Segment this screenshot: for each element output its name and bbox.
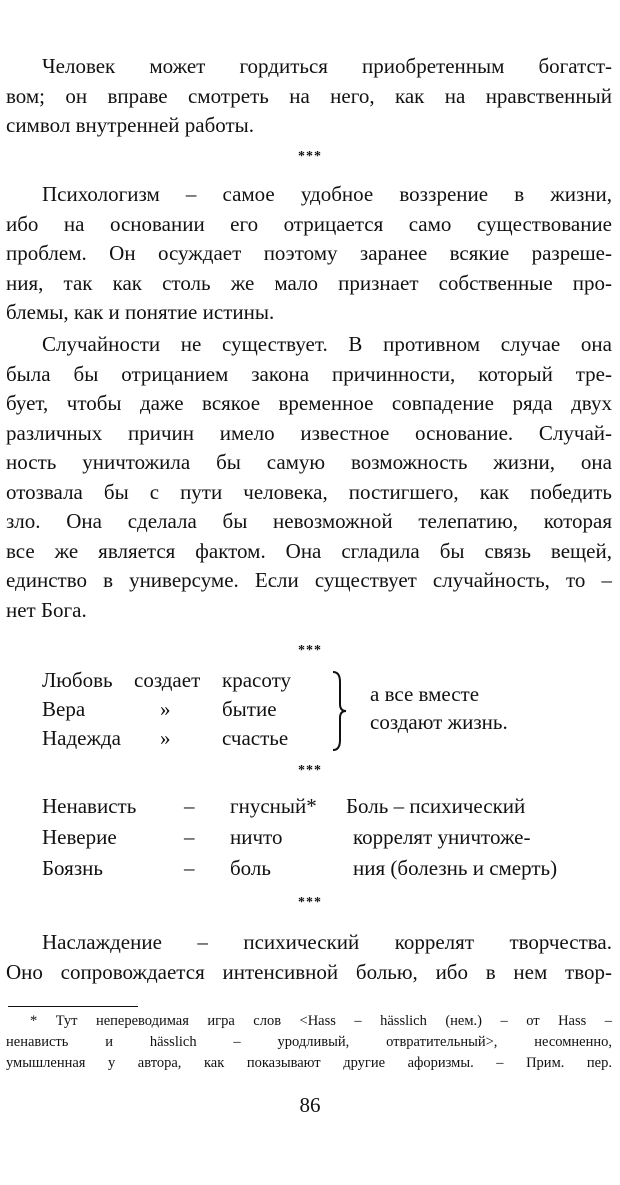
text-line: Наслаждение – психический коррелят творчества. — [42, 930, 612, 954]
section-separator: *** — [298, 895, 322, 910]
text-line: все же является фактом. Она сгладила бы связь вещей, — [6, 538, 612, 563]
text-line: Человек может гордиться приобретенным богатст- — [42, 54, 612, 78]
text-line: Случайности не существует. В противном случае она — [42, 332, 612, 356]
text-line: вом; он вправе смотреть на него, как на нравственный — [6, 83, 612, 108]
text-line: отозвала бы с пути человека, постигшего, как победить — [6, 479, 612, 504]
pain-note-line: Боль – психический — [346, 794, 526, 818]
ditto-mark: » — [160, 726, 171, 750]
footnote — [6, 1011, 612, 1074]
text-line: была бы отрицанием закона причинности, который тре- — [6, 361, 612, 386]
text-line: символ внутренней работы. — [6, 113, 255, 137]
pain-note-line: ния (болезнь и смерть) — [353, 856, 558, 880]
footnote-rule — [8, 1006, 138, 1007]
conclusion-line: создают жизнь. — [370, 710, 508, 734]
ditto-mark: » — [160, 697, 171, 721]
page-number: 86 — [299, 1093, 321, 1117]
text-line: бует, чтобы даже всякое временное совпадение ряда двух — [6, 391, 612, 415]
text-line: блемы, как и понятие истины. — [6, 300, 275, 324]
vice-result: гнусный* — [230, 794, 317, 818]
text-line: ния, так как столь же мало признает собственные про- — [6, 270, 612, 295]
vices-table — [0, 792, 620, 882]
dash: – — [184, 856, 195, 880]
vice-result: ничто — [230, 825, 283, 849]
virtue-object: красоту — [222, 668, 291, 692]
right-brace — [330, 670, 350, 752]
virtue-subject: Вера — [42, 697, 86, 721]
virtue-object: счастье — [222, 726, 289, 750]
vice-subject: Ненависть — [42, 794, 137, 818]
footnote-line: ненависть и hässlich – уродливый, отвратительный>, несомненно, — [6, 1034, 612, 1050]
paragraph-psychologism — [6, 180, 612, 328]
vice-subject: Неверие — [42, 825, 117, 849]
virtue-verb: создает — [134, 668, 201, 692]
conclusion-line: а все вместе — [370, 682, 480, 706]
text-line: различных причин имело известное основание. Случай- — [6, 420, 612, 445]
dash: – — [184, 794, 195, 818]
paragraph-chance — [6, 330, 612, 625]
paragraph-wealth — [6, 52, 612, 141]
vice-result: боль — [230, 856, 271, 880]
section-separator: *** — [298, 763, 322, 778]
paragraph-pleasure — [6, 928, 612, 987]
section-separator: *** — [298, 643, 322, 658]
footnote-line: умышленная у автора, как показывают другие афоризмы. – Прим. пер. — [6, 1055, 612, 1071]
pain-note-line: коррелят уничтоже- — [353, 825, 531, 849]
virtue-subject: Любовь — [42, 668, 113, 692]
virtue-subject: Надежда — [42, 726, 122, 750]
text-line: Психологизм – самое удобное воззрение в жизни, — [42, 182, 612, 206]
virtue-object: бытие — [222, 697, 277, 721]
text-line: Оно сопровождается интенсивной болью, ибо в нем твор- — [6, 959, 612, 984]
text-line: проблем. Он осуждает поэтому заранее всякие разреше- — [6, 241, 612, 265]
text-line: ибо на основании его отрицается само существование — [6, 211, 612, 236]
section-separator: *** — [298, 149, 322, 164]
text-line: нет Бога. — [6, 597, 87, 622]
text-line: зло. Она сделала бы невозможной телепатию, которая — [6, 509, 612, 533]
footnote-line: * Тут непереводимая игра слов <Hass – hässlich (нем.) – от Hass – — [30, 1013, 612, 1029]
vice-subject: Боязнь — [42, 856, 103, 880]
virtues-table — [0, 666, 620, 756]
text-line: единство в универсуме. Если существует случайность, то – — [6, 568, 612, 592]
dash: – — [184, 825, 195, 849]
text-line: ность уничтожила бы самую возможность жизни, она — [6, 450, 612, 474]
